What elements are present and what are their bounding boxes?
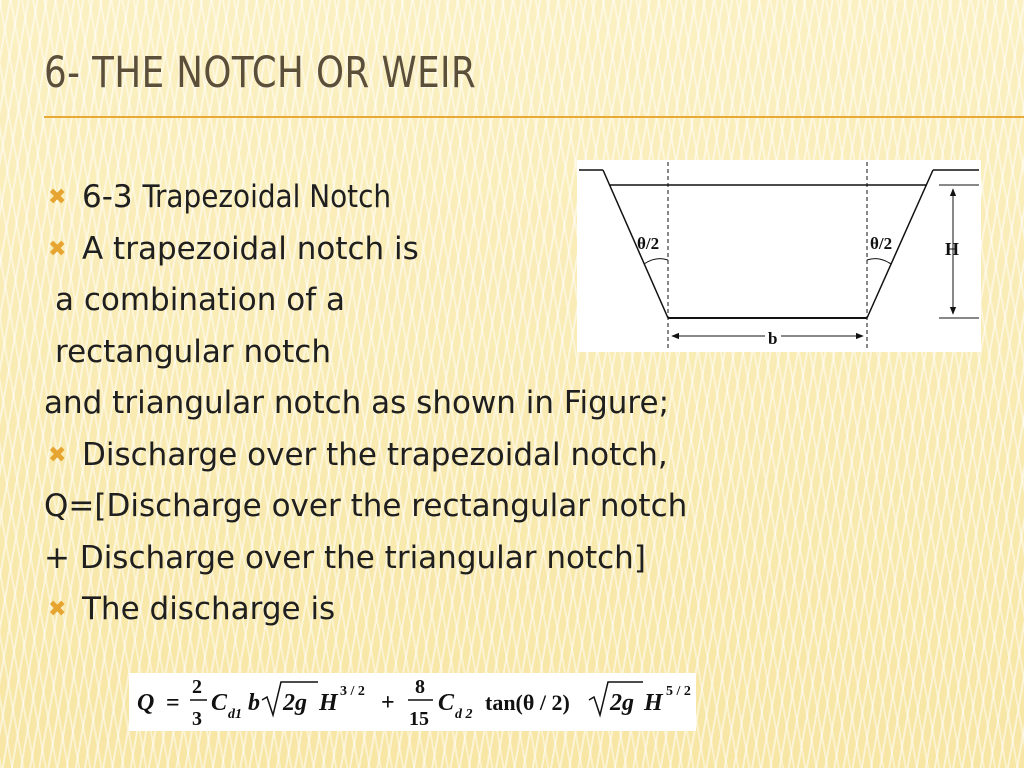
- formula-q: Q: [137, 690, 155, 716]
- formula-h1: H: [319, 690, 338, 716]
- bullet-item: [44, 584, 824, 636]
- bullet-text: Discharge over the trapezoidal notch,: [82, 436, 668, 473]
- trapezoidal-notch-figure: [577, 160, 981, 352]
- formula-tan: tan(θ / 2): [485, 690, 570, 715]
- bullet-text: A trapezoidal notch is: [82, 230, 419, 267]
- sqrt1-content: 2g: [283, 690, 307, 716]
- bullet-text-heading: Trapezoidal Notch: [142, 179, 392, 215]
- sqrt2-content: 2g: [610, 690, 634, 716]
- fraction2-numerator: 8: [415, 676, 425, 698]
- exponent-2: 5 / 2: [666, 684, 691, 699]
- bullet-item: [44, 430, 824, 482]
- title-divider: [44, 116, 1024, 118]
- slide-title: 6- THE NOTCH OR WEIR: [44, 48, 477, 98]
- text-line: rectangular notch: [55, 333, 331, 370]
- formula-b: b: [248, 690, 260, 716]
- bullet-text: The discharge is: [82, 591, 336, 627]
- formula-plus: +: [381, 690, 395, 716]
- angle-label-right: θ/2: [870, 234, 893, 253]
- coefficient-c2: C: [438, 690, 455, 716]
- base-label: b: [768, 329, 778, 348]
- x-mark-icon: ✖: [48, 185, 67, 210]
- notch-diagram: [577, 160, 981, 352]
- coefficient-c1: C: [211, 690, 228, 716]
- angle-label-left: θ/2: [637, 234, 660, 253]
- text-line: + Discharge over the triangular notch]: [44, 539, 646, 576]
- x-mark-icon: ✖: [48, 442, 67, 468]
- fraction1-numerator: 2: [192, 676, 202, 698]
- x-mark-icon: ✖: [48, 597, 67, 622]
- text-line: and triangular notch as shown in Figure;: [44, 385, 670, 421]
- angle-arc-right: [867, 259, 891, 264]
- height-label: H: [945, 239, 960, 259]
- bullet-text-prefix: 6-3: [82, 179, 143, 215]
- fraction2-denominator: 15: [409, 708, 429, 730]
- coefficient-c2-subscript: d 2: [455, 707, 473, 722]
- formula-h2: H: [644, 690, 663, 716]
- discharge-formula: [129, 673, 696, 731]
- x-mark-icon: ✖: [48, 236, 67, 262]
- exponent-1: 3 / 2: [340, 684, 365, 699]
- angle-arc-left: [644, 259, 668, 264]
- formula-graphic: [129, 673, 696, 731]
- coefficient-c1-subscript: d1: [228, 707, 242, 722]
- formula-equals: =: [166, 690, 180, 716]
- fraction1-denominator: 3: [192, 708, 202, 730]
- text-line: a combination of a: [55, 282, 345, 318]
- text-line: Q=[Discharge over the rectangular notch: [44, 488, 688, 524]
